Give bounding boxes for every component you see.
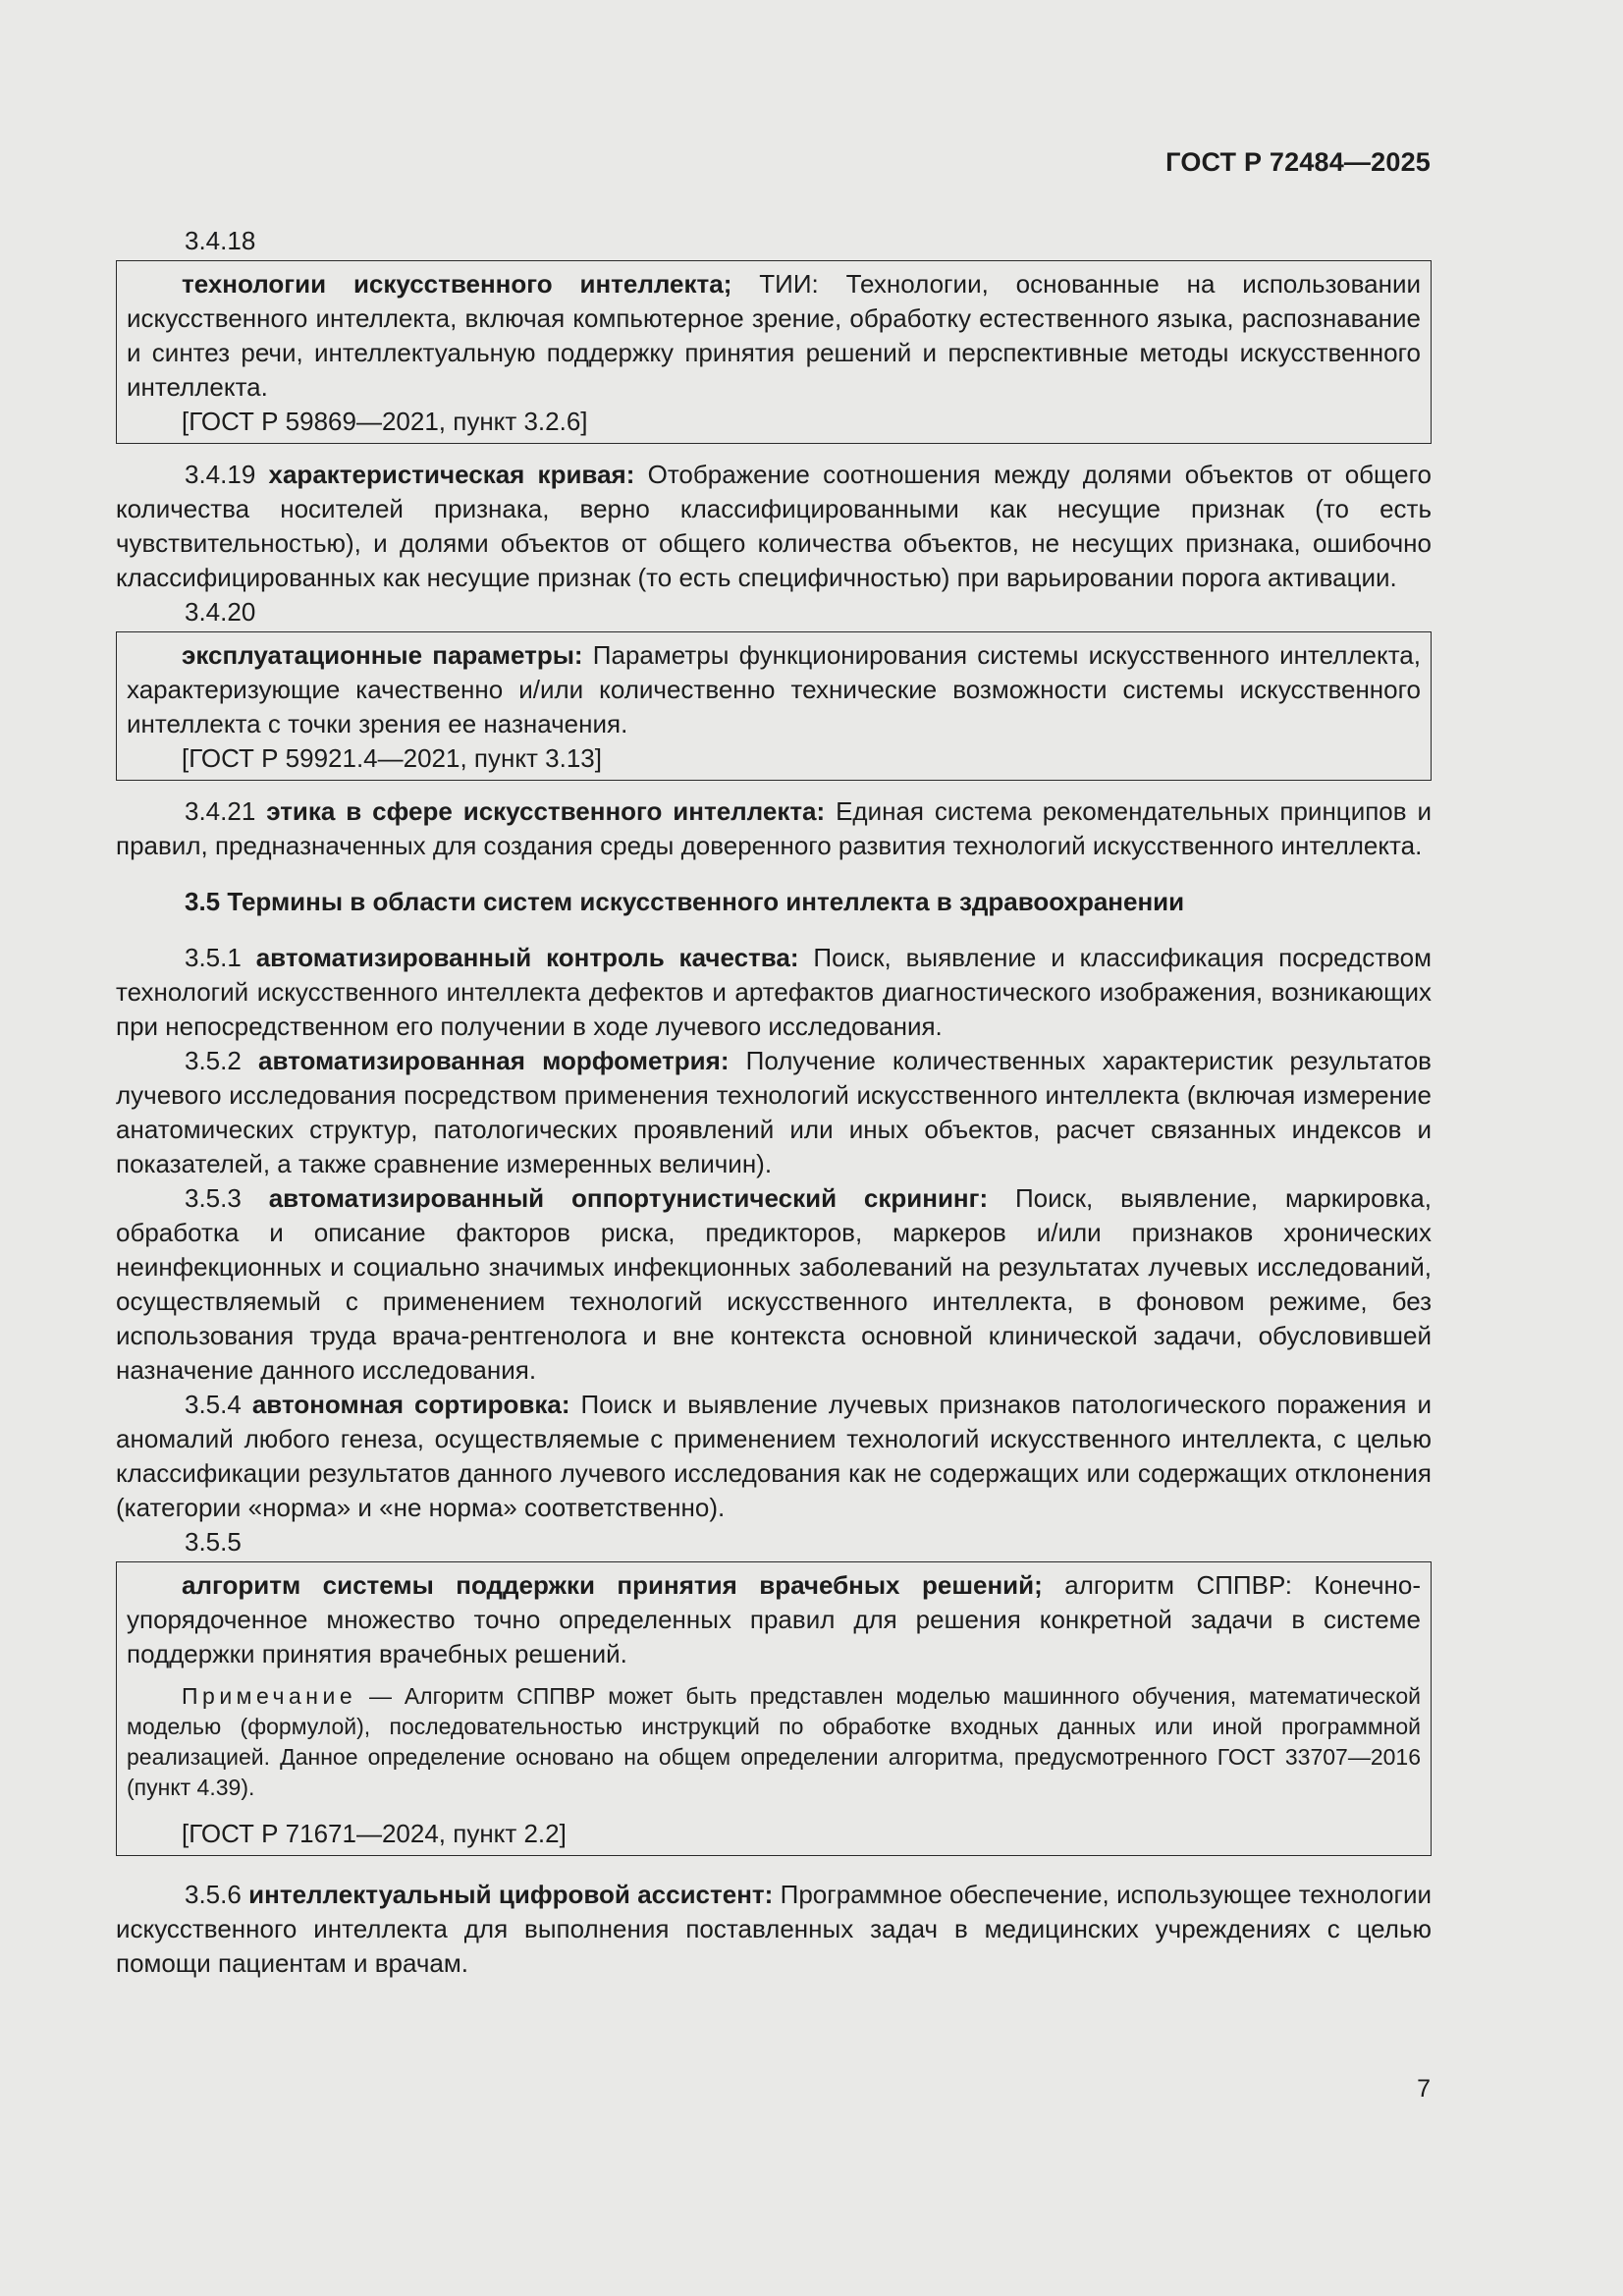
term-number: 3.5.6 — [185, 1880, 242, 1909]
term-351 — [116, 941, 1432, 1044]
term-definition — [127, 267, 1421, 405]
term-number: 3.4.19 — [185, 460, 256, 489]
term-text: Единая система рекомендательных принципов и правил, предназначенных для создания среды доверенного развития технологий искусственного интеллекта. — [116, 796, 1432, 860]
term-text: ТИИ: Технологии, основанные на использовании искусственного интеллекта, включая компьютерное зрение, обработку естественного языка, распознавание и синтез речи, интеллектуальную поддержку принятия решений и перспективные методы искусственного интеллекта. — [127, 269, 1421, 402]
term-352 — [116, 1044, 1432, 1181]
term-note — [127, 1681, 1421, 1803]
note-label: Примечание — [182, 1683, 357, 1709]
term-definition — [127, 1568, 1421, 1671]
term-number: 3.4.20 — [185, 597, 256, 627]
term-name: эксплуатационные параметры: — [182, 640, 583, 670]
term-text: Параметры функционирования системы искусственного интеллекта, характеризующие качественно и/или количественно технические возможности системы искусственного интеллекта с точки зрения ее назначения. — [127, 640, 1421, 738]
term-text: Поиск, выявление, маркировка, обработка и описание факторов риска, предикторов, маркеров и/или признаков хронических неинфекционных и социально значимых инфекционных заболеваний на результатах лучевых исследований, осуществляемый с применением технологий искусственного интеллекта, в фоновом режиме, без использования труда врача-рентгенолога и вне контекста основной клинической задачи, обусловившей назначение данного исследования. — [116, 1183, 1432, 1385]
term-353 — [116, 1181, 1432, 1388]
term-number: 3.5.2 — [185, 1046, 242, 1075]
term-name: характеристическая кривая: — [268, 460, 635, 489]
term-number: 3.4.18 — [185, 226, 256, 255]
term-name: автоматизированный контроль качества: — [255, 943, 799, 972]
term-3421 — [116, 794, 1432, 863]
term-number: 3.5.5 — [185, 1527, 242, 1557]
document-code: ГОСТ Р 72484—2025 — [1165, 147, 1431, 177]
term-name: автономная сортировка: — [251, 1390, 570, 1419]
term-3419 — [116, 458, 1432, 595]
term-source: [ГОСТ Р 59869—2021, пункт 3.2.6] — [182, 407, 588, 436]
term-box-355 — [116, 1561, 1432, 1856]
term-354 — [116, 1388, 1432, 1525]
term-text: Поиск и выявление лучевых признаков патологического поражения и аномалий любого генеза, осуществляемые с применением технологий искусственного интеллекта, с целью классификации результатов данного лучевого исследования как не содержащих или содержащих отклонения (категории «норма» и «не норма» соответственно). — [116, 1390, 1433, 1522]
term-name: автоматизированная морфометрия: — [258, 1046, 730, 1075]
term-number: 3.5.4 — [185, 1390, 242, 1419]
term-source: [ГОСТ Р 59921.4—2021, пункт 3.13] — [182, 743, 602, 773]
term-name: алгоритм системы поддержки принятия врачебных решений; — [182, 1570, 1043, 1600]
term-name: интеллектуальный цифровой ассистент: — [248, 1880, 774, 1909]
term-number: 3.5.1 — [185, 943, 242, 972]
term-number: 3.5.3 — [185, 1183, 242, 1213]
term-text: Получение количественных характеристик результатов лучевого исследования посредством применения технологий искусственного интеллекта (включая измерение анатомических структур, патологических проявлений или иных объектов, расчет связанных индексов и показателей, а также сравнение измеренных величин). — [116, 1046, 1432, 1178]
term-name: этика в сфере искусственного интеллекта: — [266, 796, 826, 826]
term-356 — [116, 1878, 1432, 1981]
term-name: технологии искусственного интеллекта; — [182, 269, 732, 299]
term-text: алгоритм СППВР: Конечно-упорядоченное множество точно определенных правил для решения конкретной задачи в системе поддержки принятия врачебных решений. — [127, 1570, 1421, 1668]
term-number: 3.4.21 — [185, 796, 256, 826]
term-text: Программное обеспечение, использующее технологии искусственного интеллекта для выполнения поставленных задач в медицинских учреждениях с целью помощи пациентам и врачам. — [116, 1880, 1432, 1978]
page-number: 7 — [1417, 2075, 1431, 2103]
note-text: — Алгоритм СППВР может быть представлен моделью машинного обучения, математической моделью (формулой), последовательностью инструкций по обработке входных данных или иной программной реализацией. Данное определение основано на общем определении алгоритма, предусмотренного ГОСТ 33707—2016 (пункт 4.39). — [127, 1683, 1421, 1800]
term-text: Поиск, выявление и классификация посредством технологий искусственного интеллекта дефектов и артефактов диагностического изображения, возникающих при непосредственном его получении в ходе лучевого исследования. — [116, 943, 1432, 1041]
term-name: автоматизированный оппортунистический скрининг: — [268, 1183, 989, 1213]
term-definition — [127, 638, 1421, 741]
page-content — [116, 224, 1432, 1981]
term-box-3418 — [116, 260, 1432, 444]
term-source: [ГОСТ Р 71671—2024, пункт 2.2] — [182, 1819, 567, 1848]
term-box-3420 — [116, 631, 1432, 781]
term-text: Отображение соотношения между долями объектов от общего количества носителей признака, верно классифицированными как несущие признак (то есть чувствительностью), и долями объектов от общего количества объектов, не несущих признака, ошибочно классифицированных как несущие признак (то есть специфичностью) при варьировании порога активации. — [116, 460, 1432, 592]
section-heading: 3.5 Термины в области систем искусственного интеллекта в здравоохранении — [185, 887, 1185, 916]
